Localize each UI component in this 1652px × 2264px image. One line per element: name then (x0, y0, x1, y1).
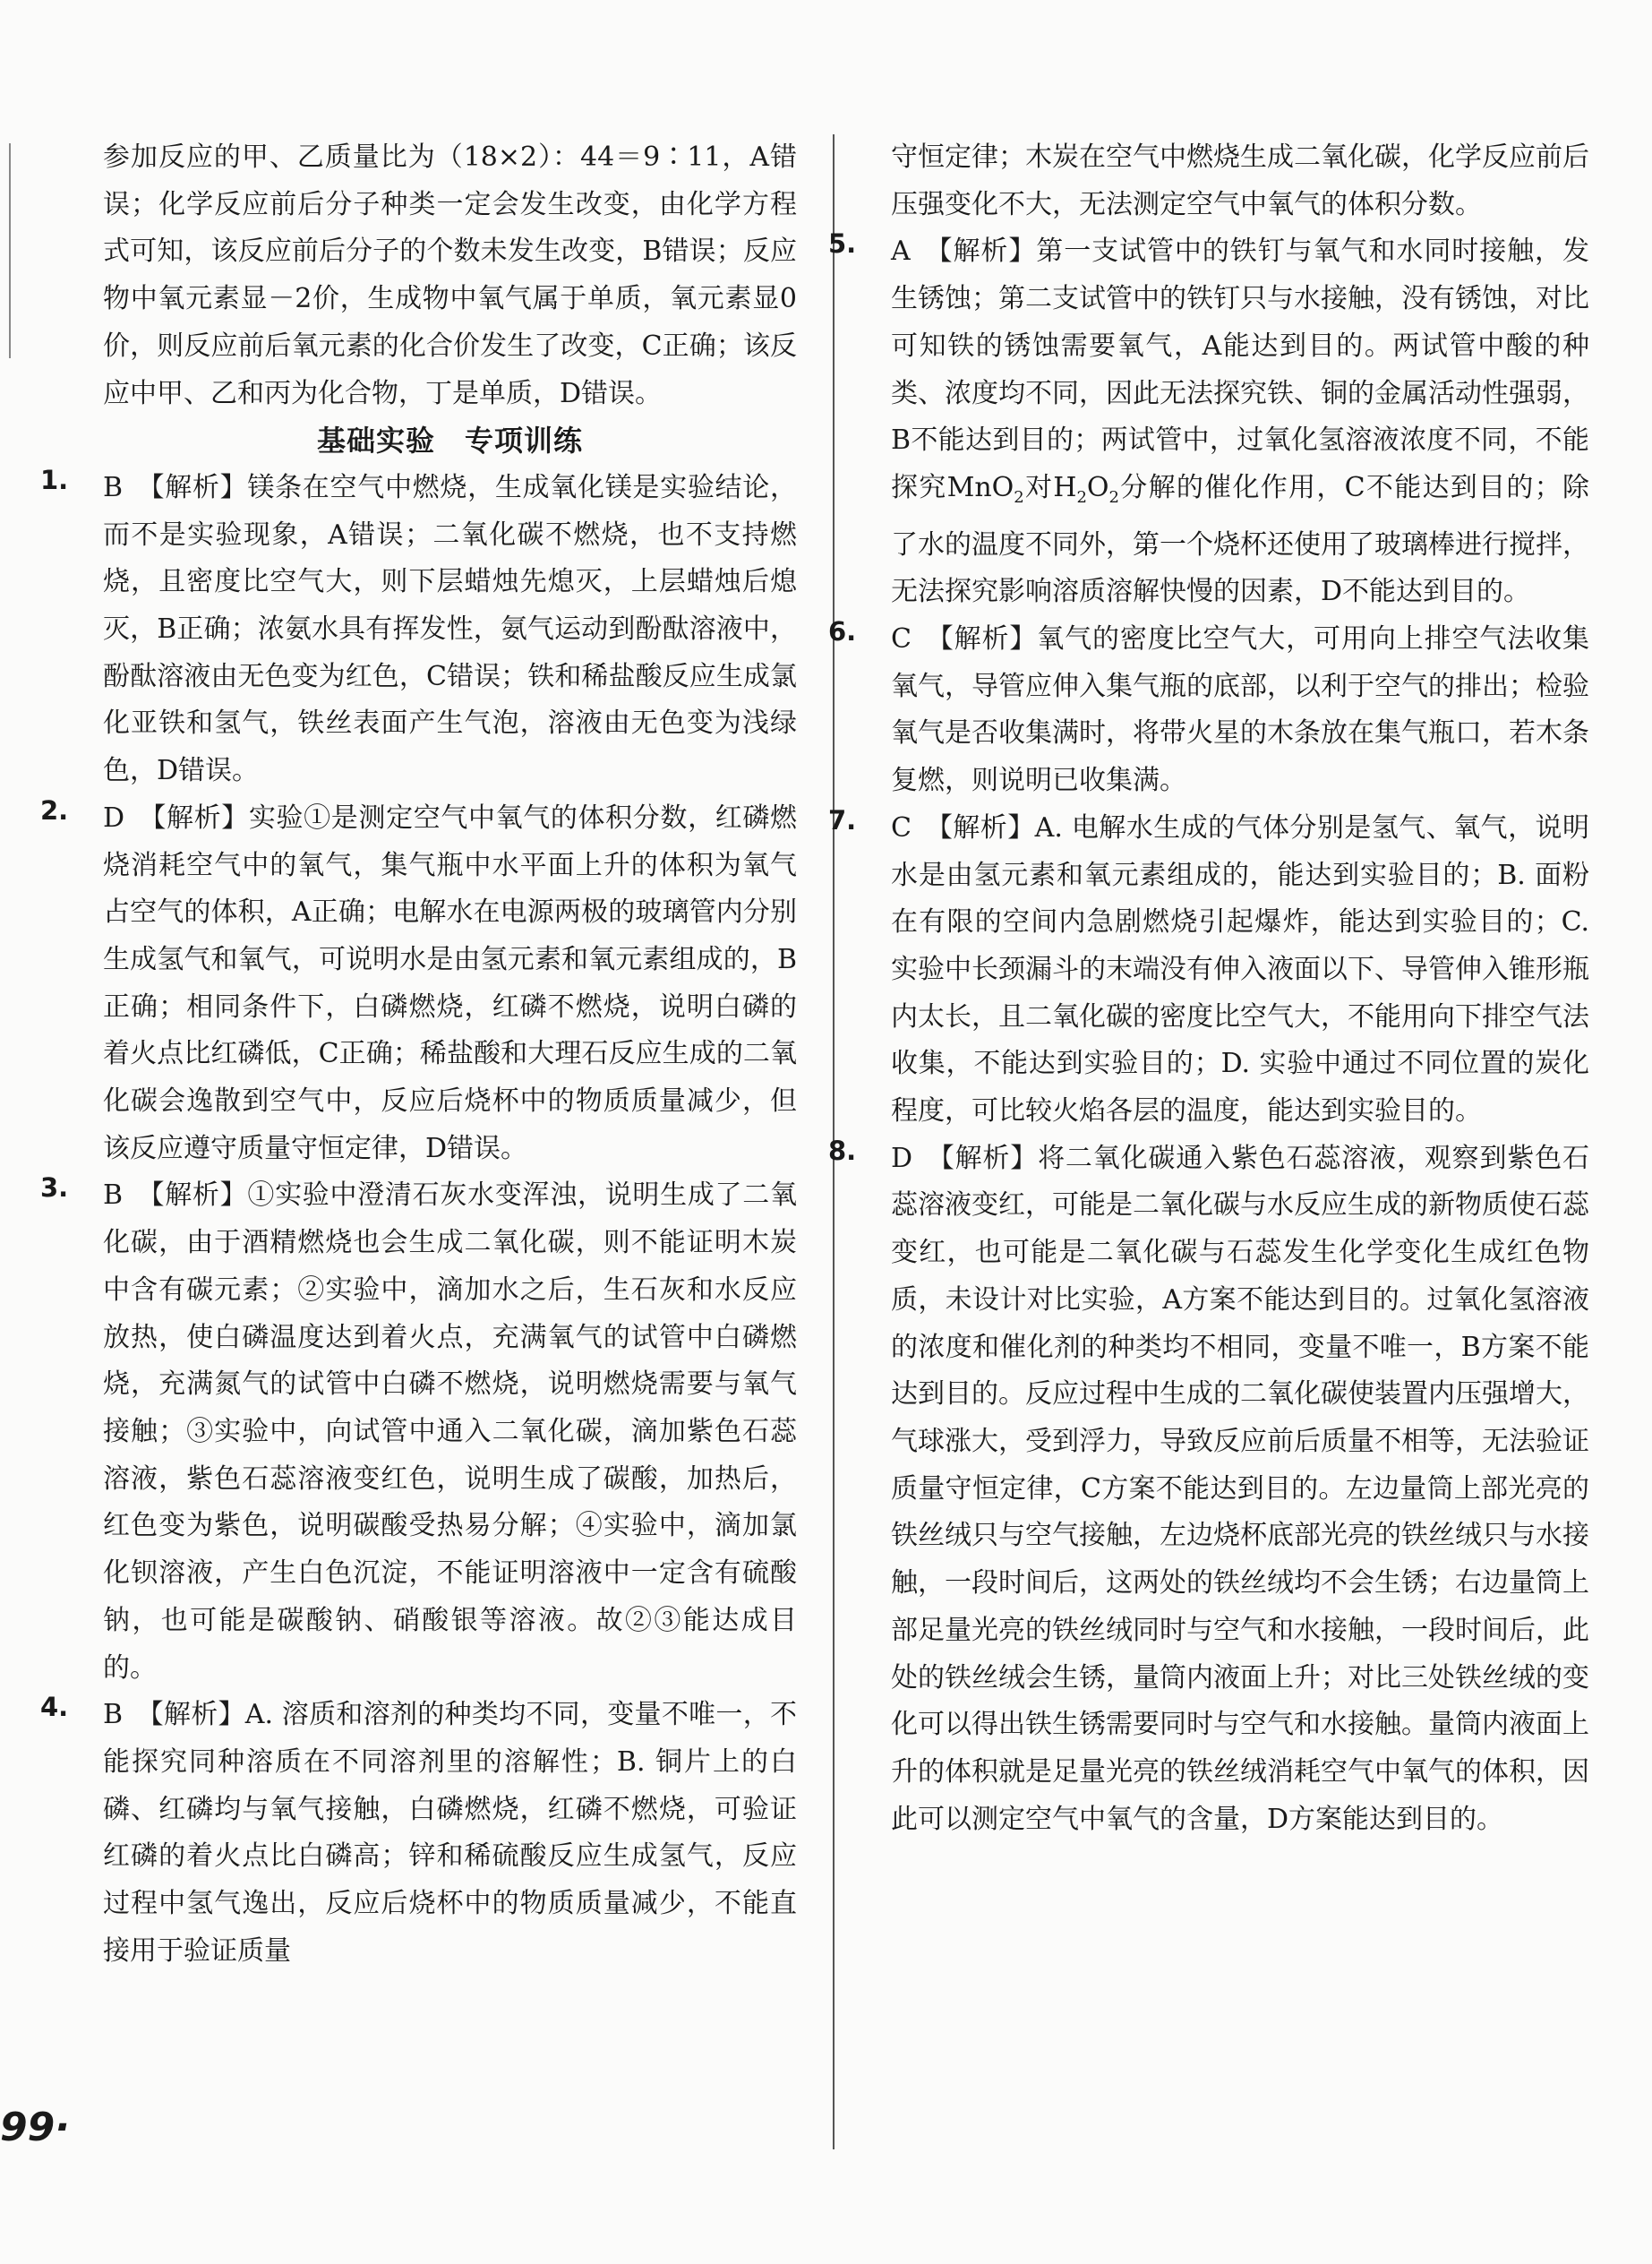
item5-text-part4: 分解的催化作用，C不能达到目的；除了水的温度不同外，第一个烧杯还使用了玻璃棒进行搅拌，无法探究影响溶质溶解快慢的因素，D不能达到目的。 (891, 471, 1589, 608)
answer-item-1 (40, 464, 797, 795)
section-title: 基础实验 专项训练 (316, 424, 583, 459)
right-column (828, 134, 1589, 1843)
item-number: 7. (828, 804, 857, 836)
subscript: 2 (1014, 487, 1024, 507)
item-number: 1. (40, 464, 69, 495)
item-text: C 【解析】A. 电解水生成的气体分别是氢气、氧气，说明水是由氢元素和氧元素组成的，能达到实验目的；B. 面粉在有限的空间内急剧燃烧引起爆炸，能达到实验目的；C. 实验中长颈漏斗的末端没有伸入液面以下、导管伸入锥形瓶内太长，且二氧化碳的密度比空气大，不能用向下排空气法收集，不能达到实验目的；D. 实验中通过不同位置的炭化程度，可比较火焰各层的温度，能达到实验目的。 (891, 811, 1589, 1128)
item-text: B 【解析】①实验中澄清石灰水变浑浊，说明生成了二氧化碳，由于酒精燃烧也会生成二氧化碳，则不能证明木炭中含有碳元素；②实验中，滴加水之后，生石灰和水反应放热，使白磷温度达到着火点，充满氧气的试管中白磷燃烧，充满氮气的试管中白磷不燃烧，说明燃烧需要与氧气接触；③实验中，向试管中通入二氧化碳，滴加紫色石蕊溶液，紫色石蕊溶液变红色，说明生成了碳酸，加热后，红色变为紫色，说明碳酸受热易分解；④实验中，滴加氯化钡溶液，产生白色沉淀，不能证明溶液中一定含有硫酸钠，也可能是碳酸钠、硝酸银等溶液。故②③能达成目的。 (103, 1179, 797, 1684)
answer-item-4 (40, 1692, 797, 1975)
item-text: B 【解析】A. 溶质和溶剂的种类均不同，变量不唯一，不能探究同种溶质在不同溶剂里的溶解性；B. 铜片上的白磷、红磷均与氧气接触，白磷燃烧，红磷不燃烧，可验证红磷的着火点比白磷高；锌和稀硫酸反应生成氢气，反应过程中氢气逸出，反应后烧杯中的物质质量减少，不能直接用于验证质量 (103, 1699, 797, 1967)
answer-item-7 (828, 804, 1589, 1136)
item-text: C 【解析】氧气的密度比空气大，可用向上排空气法收集氧气，导管应伸入集气瓶的底部，以利于空气的排出；检验氧气是否收集满时，将带火星的木条放在集气瓶口，若木条复燃，则说明已收集满。 (891, 623, 1589, 797)
left-column (40, 134, 797, 1975)
page-number: 99· (0, 2105, 70, 2150)
answer-item-2 (40, 794, 797, 1173)
left-intro: 参加反应的甲、乙质量比为（18×2）：44＝9∶11，A错误；化学反应前后分子种类一定会发生改变，由化学方程式可知，该反应前后分子的个数未发生改变，B错误；反应物中氧元素显－2价，生成物中氧气属于单质，氧元素显0价，则反应前后氧元素的化合价发生了改变，C正确；该反应中甲、乙和丙为化合物，丁是单质，D错误。 (103, 142, 797, 409)
answer-item-6 (828, 616, 1589, 805)
item-text: D 【解析】将二氧化碳通入紫色石蕊溶液，观察到紫色石蕊溶液变红，可能是二氧化碳与水反应生成的新物质使石蕊变红，也可能是二氧化碳与石蕊发生化学变化生成红色物质，未设计对比实验，A方案不能达到目的。过氧化氢溶液的浓度和催化剂的种类均不相同，变量不唯一，B方案不能达到目的。反应过程中生成的二氧化碳使装置内压强增大，气球涨大，受到浮力，导致反应前后质量不相等，无法验证质量守恒定律，C方案不能达到目的。左边量筒上部光亮的铁丝绒只与空气接触，左边烧杯底部光亮的铁丝绒只与水接触，一段时间后，这两处的铁丝绒均不会生锈；右边量筒上部足量光亮的铁丝绒同时与空气和水接触，一段时间后，此处的铁丝绒会生锈，量筒内液面上升；对比三处铁丝绒的变化可以得出铁生锈需要同时与空气和水接触。量筒内液面上升的体积就是足量光亮的铁丝绒消耗空气中氧气的体积，因此可以测定空气中氧气的含量，D方案能达到目的。 (891, 1142, 1589, 1835)
margin-rule (9, 143, 11, 358)
item-text: B 【解析】镁条在空气中燃烧，生成氧化镁是实验结论，而不是实验现象，A错误；二氧化碳不燃烧，也不支持燃烧，且密度比空气大，则下层蜡烛先熄灭，上层蜡烛后熄灭，B正确；浓氨水具有挥发性，氨气运动到酚酞溶液中，酚酞溶液由无色变为红色，C错误；铁和稀盐酸反应生成氯化亚铁和氢气，铁丝表面产生气泡，溶液由无色变为浅绿色，D错误。 (103, 471, 797, 787)
answer-item-5 (828, 228, 1589, 616)
item-number: 8. (828, 1135, 857, 1166)
item5-text-part3: O (1086, 471, 1109, 503)
item-number: 6. (828, 616, 857, 647)
item5-text-part1: A 【解析】第一支试管中的铁钉与氧气和水同时接触，发生锈蚀；第二支试管中的铁钉只与水接触，没有锈蚀，对比可知铁的锈蚀需要氧气，A能达到目的。两试管中酸的种类、浓度均不同，因此无法探究铁、铜的金属活动性强弱，B不能达到目的；两试管中，过氧化氢溶液浓度不同，不能探究MnO (891, 236, 1589, 503)
right-continuation: 守恒定律；木炭在空气中燃烧生成二氧化碳，化学反应前后压强变化不大，无法测定空气中氧气的体积分数。 (891, 142, 1589, 220)
subscript: 2 (1076, 487, 1087, 507)
item-number: 3. (40, 1172, 69, 1204)
item-number: 4. (40, 1692, 69, 1723)
answer-item-8 (828, 1135, 1589, 1844)
item5-text-part2: 对H (1023, 471, 1077, 503)
item-text: D 【解析】实验①是测定空气中氧气的体积分数，红磷燃烧消耗空气中的氧气，集气瓶中水平面上升的体积为氧气占空气的体积，A正确；电解水在电源两极的玻璃管内分别生成氢气和氧气，可说明水是由氢元素和氧元素组成的，B正确；相同条件下，白磷燃烧，红磷不燃烧，说明白磷的着火点比红磷低，C正确；稀盐酸和大理石反应生成的二氧化碳会逸散到空气中，反应后烧杯中的物质质量减少，但该反应遵守质量守恒定律，D错误。 (103, 802, 797, 1164)
item-text (891, 228, 1589, 616)
item-number: 2. (40, 794, 69, 826)
subscript: 2 (1108, 487, 1119, 507)
answer-item-3 (40, 1172, 797, 1692)
item-number: 5. (828, 228, 857, 260)
